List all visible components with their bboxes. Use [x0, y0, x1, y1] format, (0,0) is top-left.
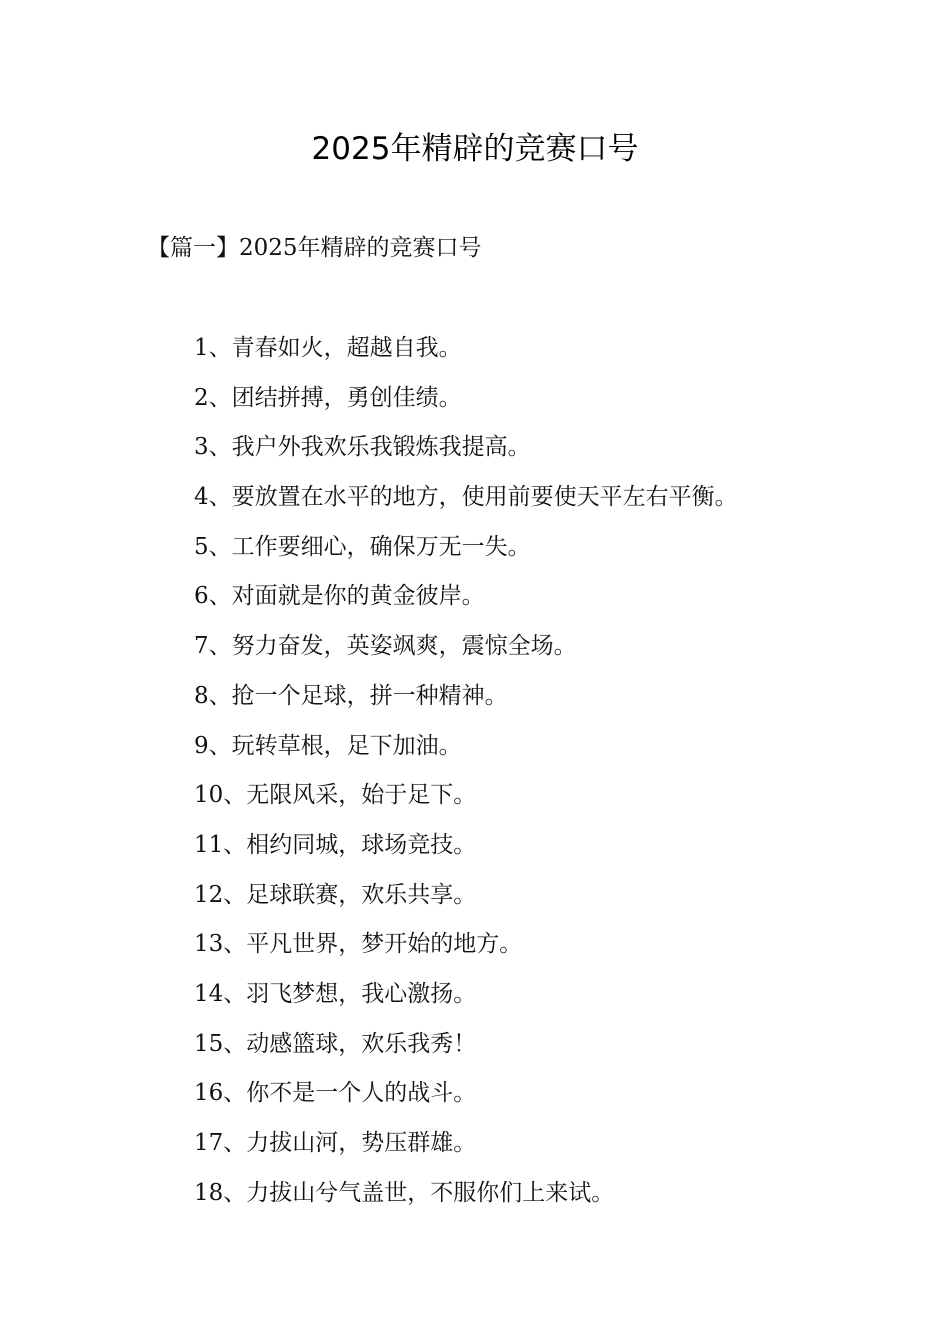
slogan-item: 14、羽飞梦想，我心激扬。 [194, 980, 477, 1007]
slogan-item: 6、对面就是你的黄金彼岸。 [194, 583, 485, 610]
slogan-item: 12、足球联赛，欢乐共享。 [194, 881, 477, 908]
slogan-item: 4、要放置在水平的地方，使用前要使天平左右平衡。 [194, 484, 738, 511]
slogan-item: 7、努力奋发，英姿飒爽，震惊全场。 [194, 633, 577, 660]
slogan-list [194, 328, 738, 1222]
slogan-item: 17、力拔山河，势压群雄。 [194, 1130, 477, 1156]
section-heading: 【篇一】2025年精辟的竞赛口号 [147, 235, 482, 261]
slogan-item: 11、相约同城，球场竞技。 [194, 831, 477, 858]
slogan-item: 13、平凡世界，梦开始的地方。 [194, 931, 523, 958]
slogan-item: 1、青春如火，超越自我。 [194, 335, 462, 361]
slogan-item: 8、抢一个足球，拼一种精神。 [194, 682, 508, 709]
slogan-item: 15、动感篮球，欢乐我秀！ [194, 1030, 477, 1057]
slogan-item: 10、无限风采，始于足下。 [194, 782, 477, 809]
slogan-item: 5、工作要细心，确保万无一失。 [194, 533, 531, 560]
slogan-item: 3、我户外我欢乐我锻炼我提高。 [194, 434, 531, 461]
slogan-item: 9、玩转草根，足下加油。 [194, 732, 462, 759]
slogan-item: 2、团结拼搏，勇创佳绩。 [194, 384, 462, 411]
document-title: 2025年精辟的竞赛口号 [311, 131, 639, 167]
slogan-item: 16、你不是一个人的战斗。 [194, 1080, 477, 1107]
slogan-item: 18、力拔山兮气盖世，不服你们上来试。 [194, 1179, 615, 1206]
